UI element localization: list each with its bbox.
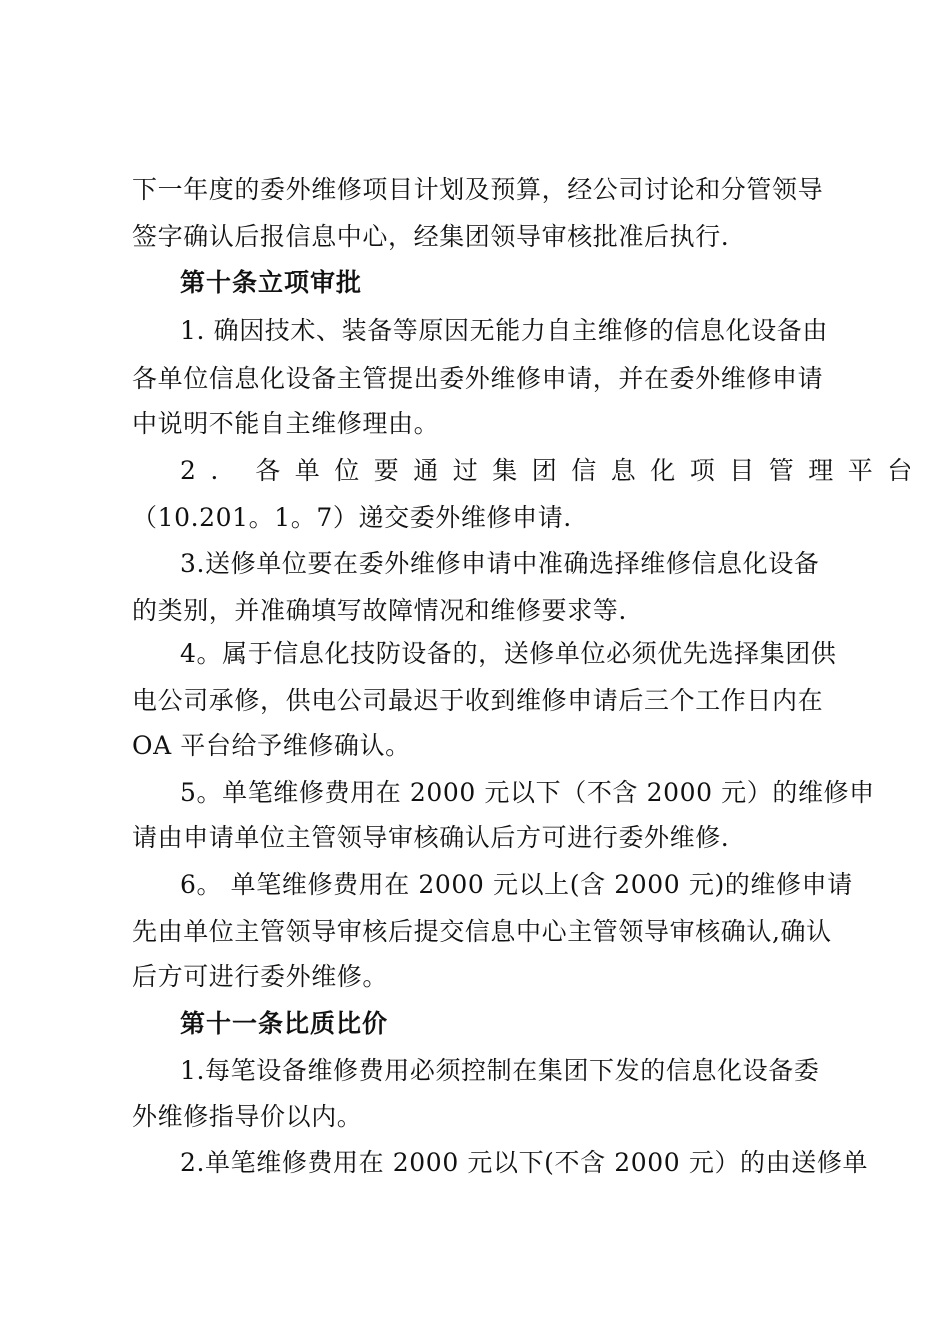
paragraph-line: 1. 确因技术、装备等原因无能力自主维修的信息化设备由	[180, 316, 829, 345]
paragraph-line: 2. 各单位要通过集团信息化项目管理平台	[180, 456, 927, 485]
paragraph-line: 5。单笔维修费用在 2000 元以下（不含 2000 元）的维修申	[180, 778, 875, 807]
paragraph-line: 4。属于信息化技防设备的，送修单位必须优先选择集团供	[180, 639, 837, 668]
paragraph-line: 签字确认后报信息中心，经集团领导审核批准后执行.	[132, 222, 730, 251]
paragraph-line: 各单位信息化设备主管提出委外维修申请，并在委外维修申请	[132, 364, 824, 393]
section-heading-article-10: 第十条立项审批	[180, 268, 363, 297]
paragraph-line: 3.送修单位要在委外维修申请中准确选择维修信息化设备	[180, 549, 820, 578]
paragraph-line: 请由申请单位主管领导审核确认后方可进行委外维修.	[132, 823, 730, 852]
paragraph-line: 电公司承修，供电公司最迟于收到维修申请后三个工作日内在	[132, 686, 824, 715]
paragraph-line: OA 平台给予维修确认。	[132, 731, 411, 760]
paragraph-line: 外维修指导价以内。	[132, 1102, 363, 1131]
paragraph-line: 1.每笔设备维修费用必须控制在集团下发的信息化设备委	[180, 1056, 820, 1085]
paragraph-line: （10.201。1。7）递交委外维修申请.	[132, 503, 572, 532]
paragraph-line: 后方可进行委外维修。	[132, 962, 389, 991]
paragraph-line: 的类别，并准确填写故障情况和维修要求等.	[132, 596, 627, 625]
paragraph-line: 6。 单笔维修费用在 2000 元以上(含 2000 元)的维修申请	[180, 870, 853, 899]
paragraph-line: 中说明不能自主维修理由。	[132, 409, 440, 438]
paragraph-line: 先由单位主管领导审核后提交信息中心主管领导审核确认,确认	[132, 917, 832, 946]
paragraph-line: 下一年度的委外维修项目计划及预算，经公司讨论和分管领导	[132, 175, 824, 204]
section-heading-article-11: 第十一条比质比价	[180, 1009, 389, 1038]
paragraph-line: 2.单笔维修费用在 2000 元以下(不含 2000 元）的由送修单	[180, 1148, 869, 1177]
